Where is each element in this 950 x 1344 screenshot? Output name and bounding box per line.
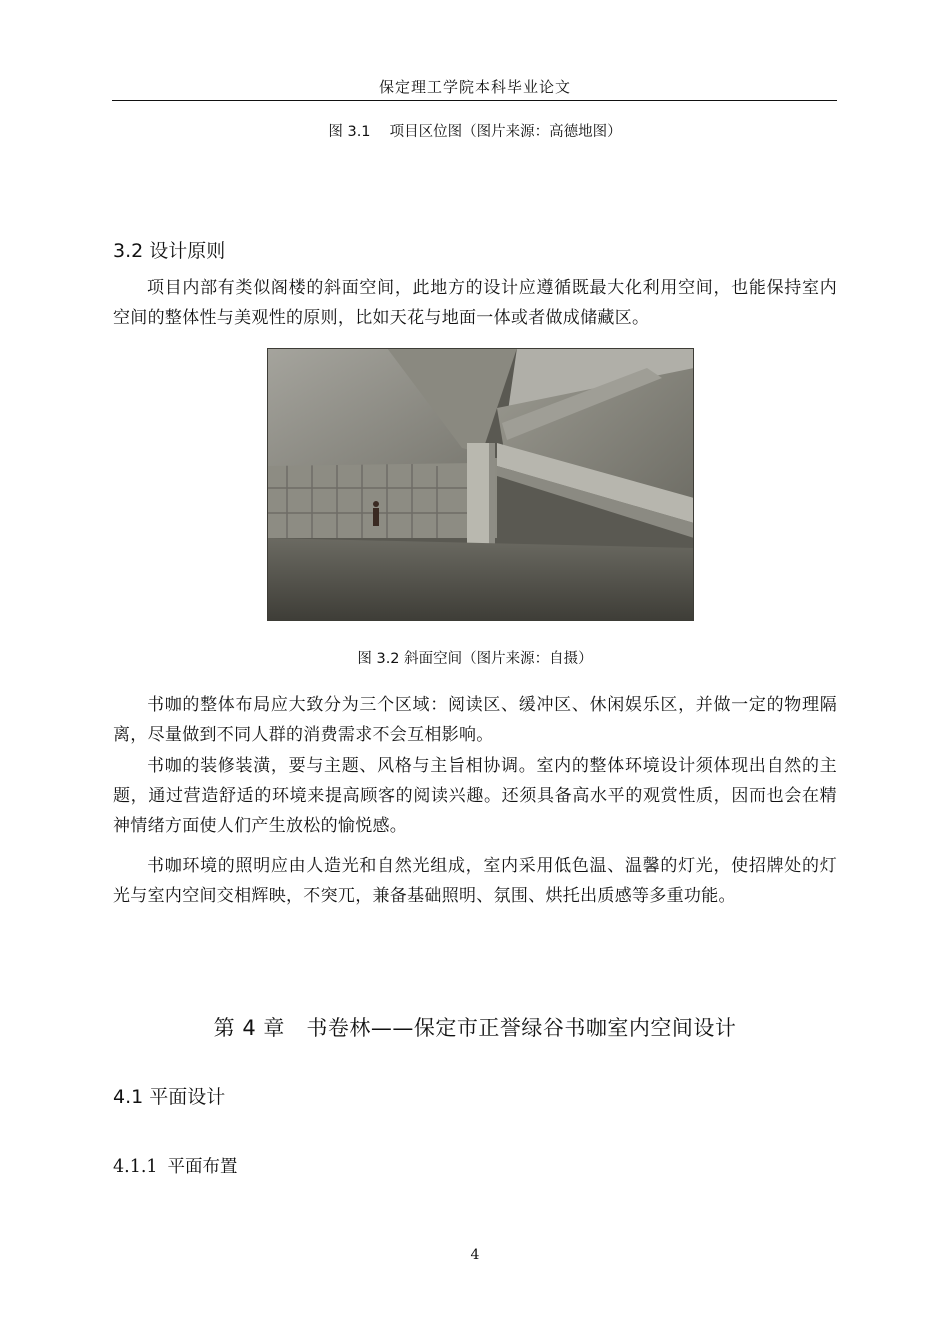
- section-3-2-heading: 3.2 设计原则: [113, 240, 226, 262]
- section-4-1-heading: 4.1 平面设计: [113, 1086, 226, 1108]
- running-header: 保定理工学院本科毕业论文: [378, 78, 571, 96]
- subsection-number: 4.1.1: [113, 1157, 158, 1177]
- figure-3-1-caption: 图 3.1 项目区位图（图片来源：高德地图）: [328, 124, 622, 140]
- figure-3-2-caption: 图 3.2 斜面空间（图片来源：自摄）: [357, 651, 593, 667]
- subsection-4-1-1-heading: [113, 1153, 238, 1178]
- header-rule: [112, 100, 837, 101]
- page-number: 4: [470, 1247, 480, 1263]
- body-paragraph-2: 书咖的装修装潢，要与主题、风格与主旨相协调。室内的整体环境设计须体现出自然的主题，通过营造舒适的环境来提高顾客的阅读兴趣。还须具备高水平的观赏性质，因而也会在精神情绪方面使人们产生放松的愉悦感。: [113, 756, 837, 836]
- subsection-title: 平面布置: [167, 1157, 238, 1177]
- chapter-4-title: 第 4 章 书卷林——保定市正誉绿谷书咖室内空间设计: [213, 1016, 737, 1040]
- sloped-space-photo: [267, 348, 694, 621]
- body-paragraph-1: 书咖的整体布局应大致分为三个区域：阅读区、缓冲区、休闲娱乐区，并做一定的物理隔离，尽量做到不同人群的消费需求不会互相影响。: [113, 695, 837, 745]
- section-3-2-paragraph: 项目内部有类似阁楼的斜面空间，此地方的设计应遵循既最大化利用空间，也能保持室内空间的整体性与美观性的原则，比如天花与地面一体或者做成储藏区。: [113, 278, 837, 328]
- body-paragraph-3: 书咖环境的照明应由人造光和自然光组成，室内采用低色温、温馨的灯光，使招牌处的灯光与室内空间交相辉映，不突兀，兼备基础照明、氛围、烘托出质感等多重功能。: [113, 856, 837, 906]
